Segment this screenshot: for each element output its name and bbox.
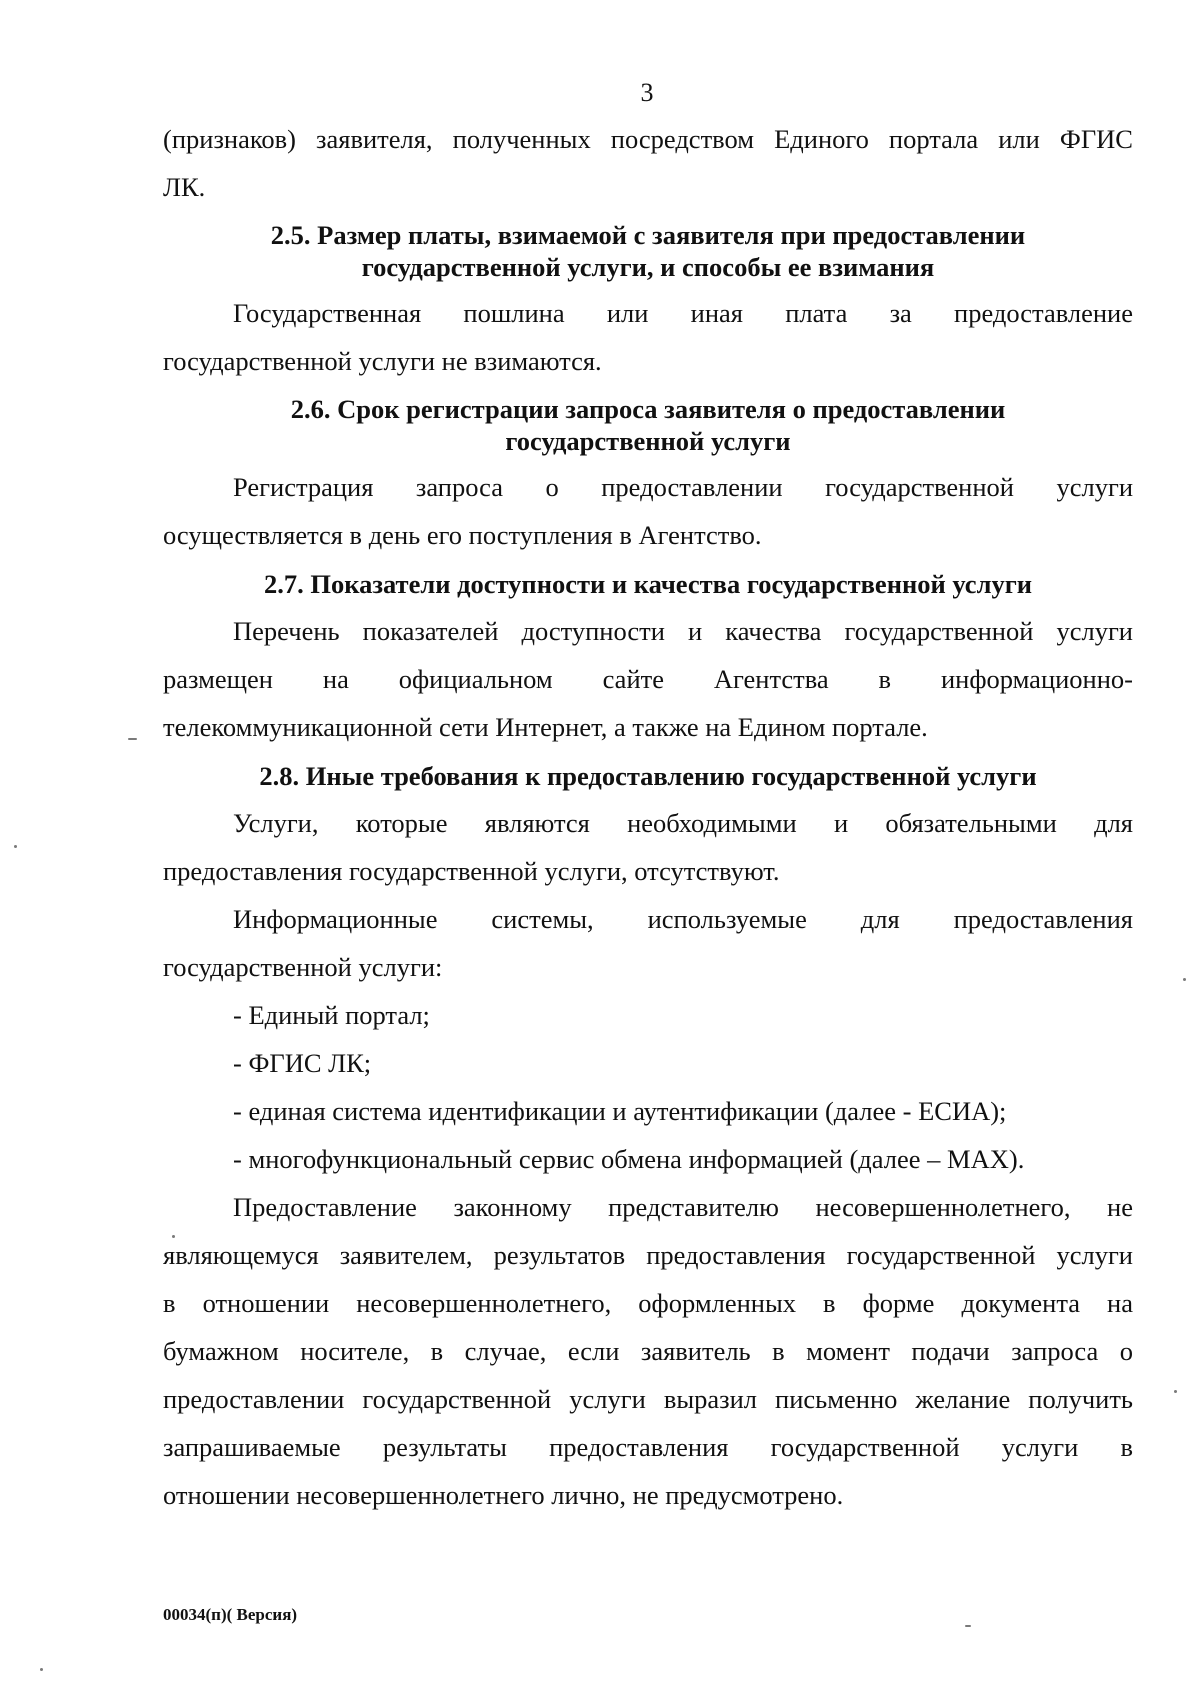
section-2-5-heading xyxy=(163,219,1133,283)
heading-line: государственной услуги, и способы ее взимания xyxy=(361,252,935,282)
paragraph-line: Государственная пошлина или иная плата за предоставление xyxy=(233,298,1133,328)
scan-speck xyxy=(1174,1390,1177,1393)
paragraph-line: Перечень показателей доступности и качества государственной услуги xyxy=(233,616,1133,646)
paragraph-line: бумажном носителе, в случае, если заявитель в момент подачи запроса о xyxy=(163,1336,1133,1366)
scan-speck xyxy=(128,738,137,740)
heading-line: государственной услуги xyxy=(505,426,791,456)
continuation-line: (признаков) заявителя, полученных посредством Единого портала или ФГИС xyxy=(163,124,1133,154)
scan-speck xyxy=(965,1625,971,1627)
section-2-7-heading: 2.7. Показатели доступности и качества государственной услуги xyxy=(263,569,1032,599)
scan-speck xyxy=(172,1235,175,1238)
scan-speck xyxy=(1183,978,1186,981)
list-item: - Единый портал; xyxy=(233,1000,430,1030)
paragraph-line: являющемуся заявителем, результатов предоставления государственной услуги xyxy=(163,1240,1133,1270)
document-body xyxy=(163,115,1133,1519)
list-item: - многофункциональный сервис обмена информацией (далее – MAX). xyxy=(233,1144,1025,1174)
list-item: - единая система идентификации и аутентификации (далее - ЕСИА); xyxy=(233,1096,1007,1126)
page-number: 3 xyxy=(640,78,654,107)
heading-line: 2.6. Срок регистрации запроса заявителя о предоставлении xyxy=(290,394,1006,424)
section-2-6-heading xyxy=(163,393,1133,457)
paragraph-line: осуществляется в день его поступления в Агентство. xyxy=(163,520,762,550)
paragraph-line: Предоставление законному представителю несовершеннолетнего, не xyxy=(233,1192,1133,1222)
scan-speck xyxy=(40,1668,43,1671)
paragraph-line: предоставлении государственной услуги выразил письменно желание получить xyxy=(163,1384,1133,1414)
paragraph-line: Услуги, которые являются необходимыми и обязательными для xyxy=(233,808,1133,838)
paragraph-line: телекоммуникационной сети Интернет, а также на Едином портале. xyxy=(163,712,928,742)
heading-line: 2.5. Размер платы, взимаемой с заявителя при предоставлении xyxy=(270,220,1026,250)
paragraph-line: отношении несовершеннолетнего лично, не предусмотрено. xyxy=(163,1480,844,1510)
paragraph-line: Информационные системы, используемые для предоставления xyxy=(233,904,1133,934)
list-item: - ФГИС ЛК; xyxy=(233,1048,372,1078)
paragraph-line: государственной услуги: xyxy=(163,952,443,982)
paragraph-line: запрашиваемые результаты предоставления государственной услуги в xyxy=(163,1432,1133,1462)
paragraph-line: предоставления государственной услуги, отсутствуют. xyxy=(163,856,780,886)
paragraph-line: в отношении несовершеннолетнего, оформленных в форме документа на xyxy=(163,1288,1133,1318)
footer-document-code: 00034(п)( Версия) xyxy=(163,1605,298,1624)
paragraph-line: размещен на официальном сайте Агентства в информационно- xyxy=(163,664,1133,694)
scan-speck xyxy=(14,845,17,848)
paragraph-line: Регистрация запроса о предоставлении государственной услуги xyxy=(233,472,1133,502)
section-2-8-heading: 2.8. Иные требования к предоставлению государственной услуги xyxy=(259,761,1037,791)
paragraph-line: государственной услуги не взимаются. xyxy=(163,346,602,376)
continuation-line: ЛК. xyxy=(163,172,206,202)
